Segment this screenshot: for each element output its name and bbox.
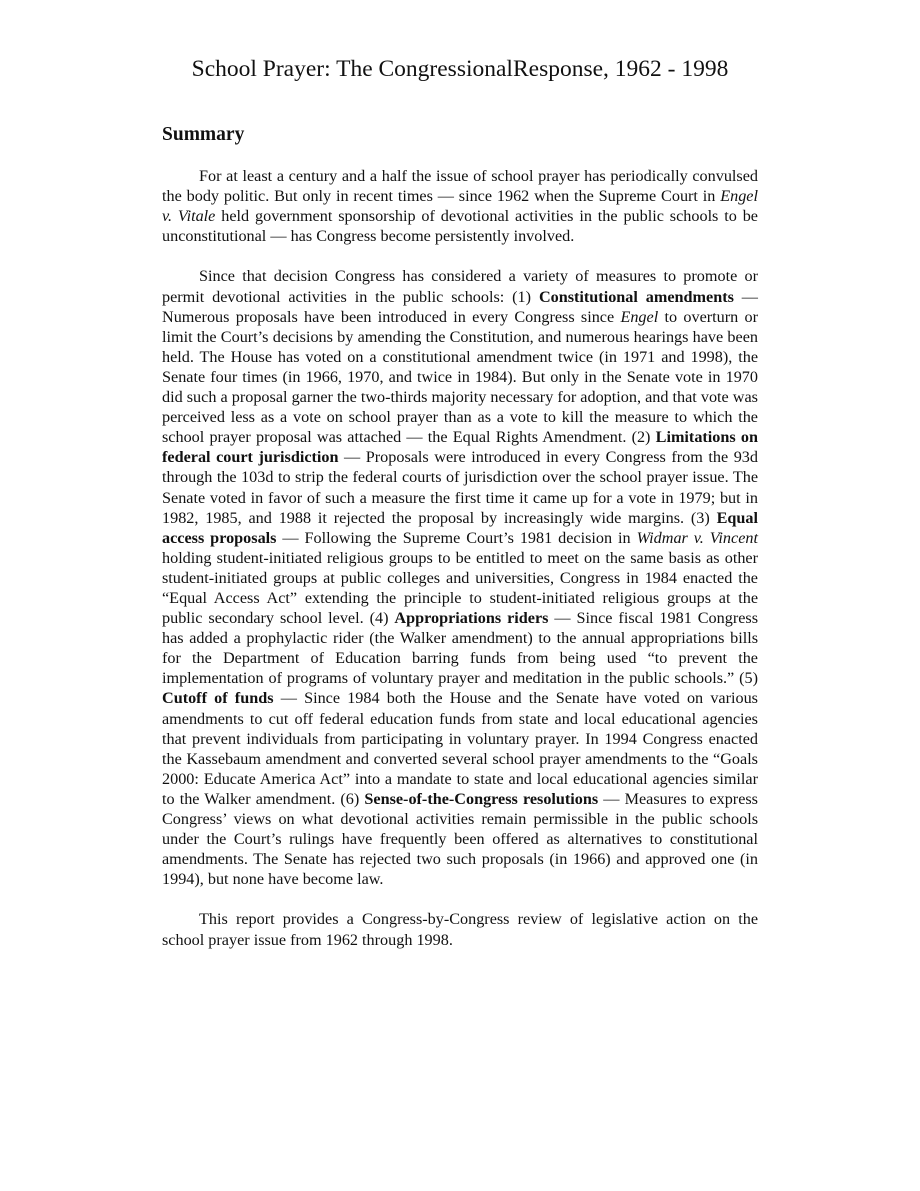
case-name: Engel v. Vitale: [162, 187, 758, 226]
text-run: This report provides a Congress-by-Congress review of legislative action on the school prayer issue from 1962 through 1998.: [162, 910, 758, 949]
summary-body: [162, 166, 758, 970]
text-run: For at least a century and a half the issue of school prayer has periodically convulsed the body politic. But only in recent times — since 1962 when the Supreme Court in: [162, 167, 758, 206]
bold-term: Equal access proposals: [162, 508, 758, 547]
text-run: — Since fiscal 1981 Congress has added a prophylactic rider (the Walker amendment) to the annual appropriations bills for the Department of Education barring funds from being used “to prevent the implementation of programs of voluntary prayer and meditation in the public schools.” (5): [162, 609, 758, 688]
bold-term: Limitations on federal court jurisdiction: [162, 428, 758, 467]
case-name: Engel: [620, 307, 659, 326]
bold-term: Constitutional amendments: [538, 287, 734, 306]
text-run: held government sponsorship of devotional activities in the public schools to be unconstitutional — has Congress become persistently involved.: [162, 207, 758, 246]
text-run: holding student-initiated religious groups to be entitled to meet on the same basis as other student-initiated groups at public colleges and universities, Congress in 1984 enacted the “Equal Access Act” extending the principle to student-initiated religious groups at the public secondary school level. (4): [162, 548, 758, 628]
page-title: School Prayer: The CongressionalResponse, 1962 - 1998: [191, 56, 729, 82]
case-name: Widmar v. Vincent: [636, 528, 758, 547]
text-run: to overturn or limit the Court’s decisions by amending the Constitution, and numerous hearings have been held. The House has voted on a constitutional amendment twice (in 1971 and 1998), the Senate four times (in 1966, 1970, and twice in 1984). But only in the Senate vote in 1970 did such a proposal garner the two-thirds majority necessary for adoption, and that vote was perceived less as a vote on school prayer than as a vote to kill the measure to which the school prayer proposal was attached — the Equal Rights Amendment. (2): [162, 307, 758, 447]
summary-paragraph: [162, 266, 758, 889]
bold-term: Cutoff of funds: [162, 689, 274, 708]
text-run: — Since 1984 both the House and the Senate have voted on various amendments to cut off federal education funds from state and local educational agencies that prevent individuals from participating in voluntary prayer. In 1994 Congress enacted the Kassebaum amendment and converted several school prayer amendments to the “Goals 2000: Educate America Act” into a mandate to state and local educational agencies similar to the Walker amendment. (6): [162, 689, 758, 808]
text-run: Since that decision Congress has considered a variety of measures to promote or permit devotional activities in the public schools: (1): [162, 267, 758, 306]
summary-paragraph: [162, 166, 758, 246]
text-run: — Proposals were introduced in every Congress from the 93d through the 103d to strip the federal courts of jurisdiction over the school prayer issue. The Senate voted in favor of such a measure the first time it came up for a vote in 1979; but in 1982, 1985, and 1988 it rejected the proposal by increasingly wide margins. (3): [162, 448, 758, 527]
bold-term: Appropriations riders: [394, 609, 549, 628]
summary-paragraph: [162, 909, 758, 949]
bold-term: Sense-of-the-Congress resolutions: [364, 789, 599, 808]
section-heading-summary: Summary: [162, 124, 245, 145]
text-run: — Following the Supreme Court’s 1981 decision in: [276, 528, 637, 547]
text-run: — Measures to express Congress’ views on what devotional activities remain permissible in the public schools under the Court’s rulings have frequently been offered as alternatives to constitutional amendments. The Senate has rejected two such proposals (in 1966) and approved one (in 1994), but none have become law.: [162, 789, 758, 889]
text-run: — Numerous proposals have been introduced in every Congress since: [162, 287, 758, 326]
